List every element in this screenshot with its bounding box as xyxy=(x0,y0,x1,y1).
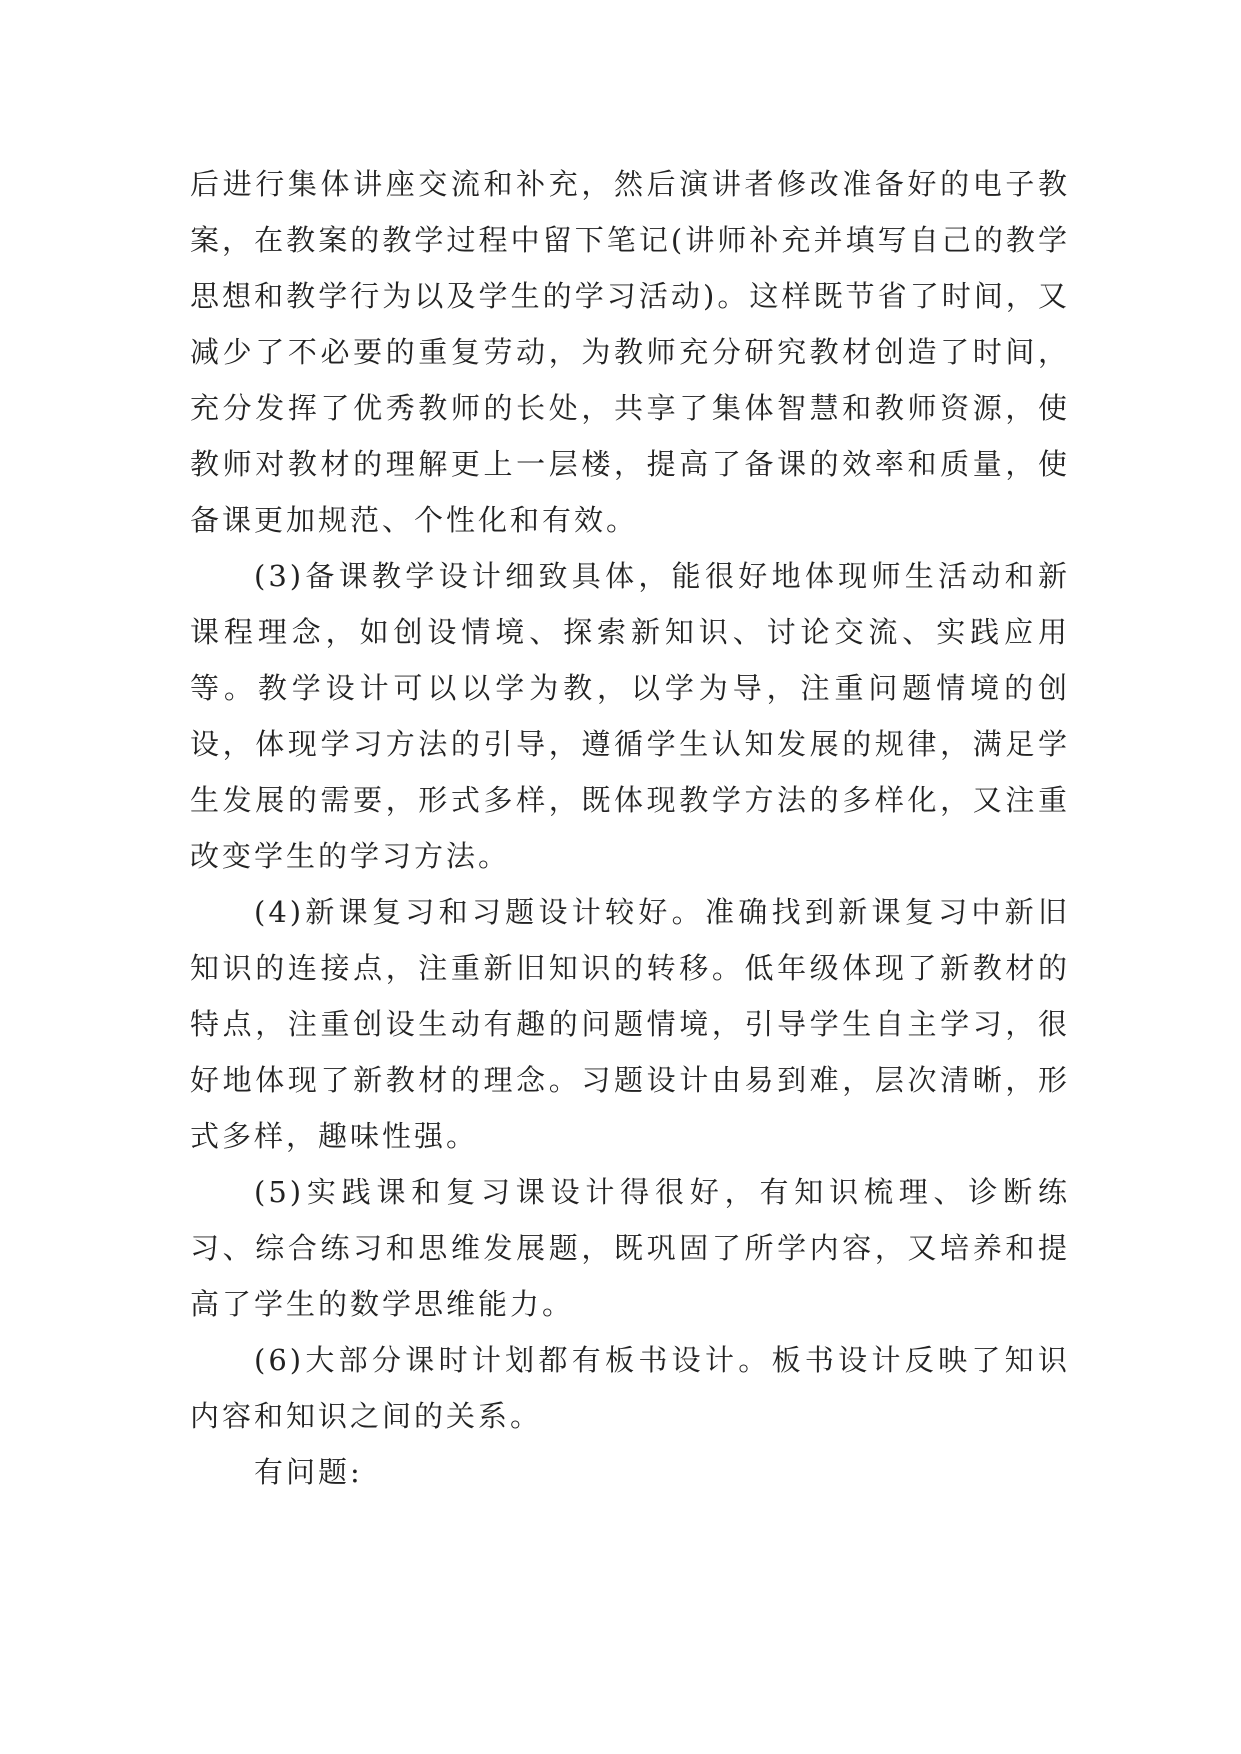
paragraph-1: 后进行集体讲座交流和补充，然后演讲者修改准备好的电子教案，在教案的教学过程中留下笔记(讲师补充并填写自己的教学思想和教学行为以及学生的学习活动)。这样既节省了时间，又减少了不必要的重复劳动，为教师充分研究教材创造了时间，充分发挥了优秀教师的长处，共享了集体智慧和教师资源，使教师对教材的理解更上一层楼，提高了备课的效率和质量，使备课更加规范、个性化和有效。 xyxy=(190,167,1070,537)
paragraph-5: (6)大部分课时计划都有板书设计。板书设计反映了知识内容和知识之间的关系。 xyxy=(190,1343,1070,1433)
paragraph-6: 有问题: xyxy=(254,1455,363,1489)
paragraph-4: (5)实践课和复习课设计得很好，有知识梳理、诊断练习、综合练习和思维发展题，既巩固了所学内容，又培养和提高了学生的数学思维能力。 xyxy=(190,1175,1070,1321)
paragraph-3: (4)新课复习和习题设计较好。准确找到新课复习中新旧知识的连接点，注重新旧知识的转移。低年级体现了新教材的特点，注重创设生动有趣的问题情境，引导学生自主学习，很好地体现了新教材的理念。习题设计由易到难，层次清晰，形式多样，趣味性强。 xyxy=(190,895,1070,1153)
paragraph-2: (3)备课教学设计细致具体，能很好地体现师生活动和新课程理念，如创设情境、探索新知识、讨论交流、实践应用等。教学设计可以以学为教，以学为导，注重问题情境的创设，体现学习方法的引导，遵循学生认知发展的规律，满足学生发展的需要，形式多样，既体现教学方法的多样化，又注重改变学生的学习方法。 xyxy=(190,559,1070,873)
document-body xyxy=(190,156,1070,1500)
